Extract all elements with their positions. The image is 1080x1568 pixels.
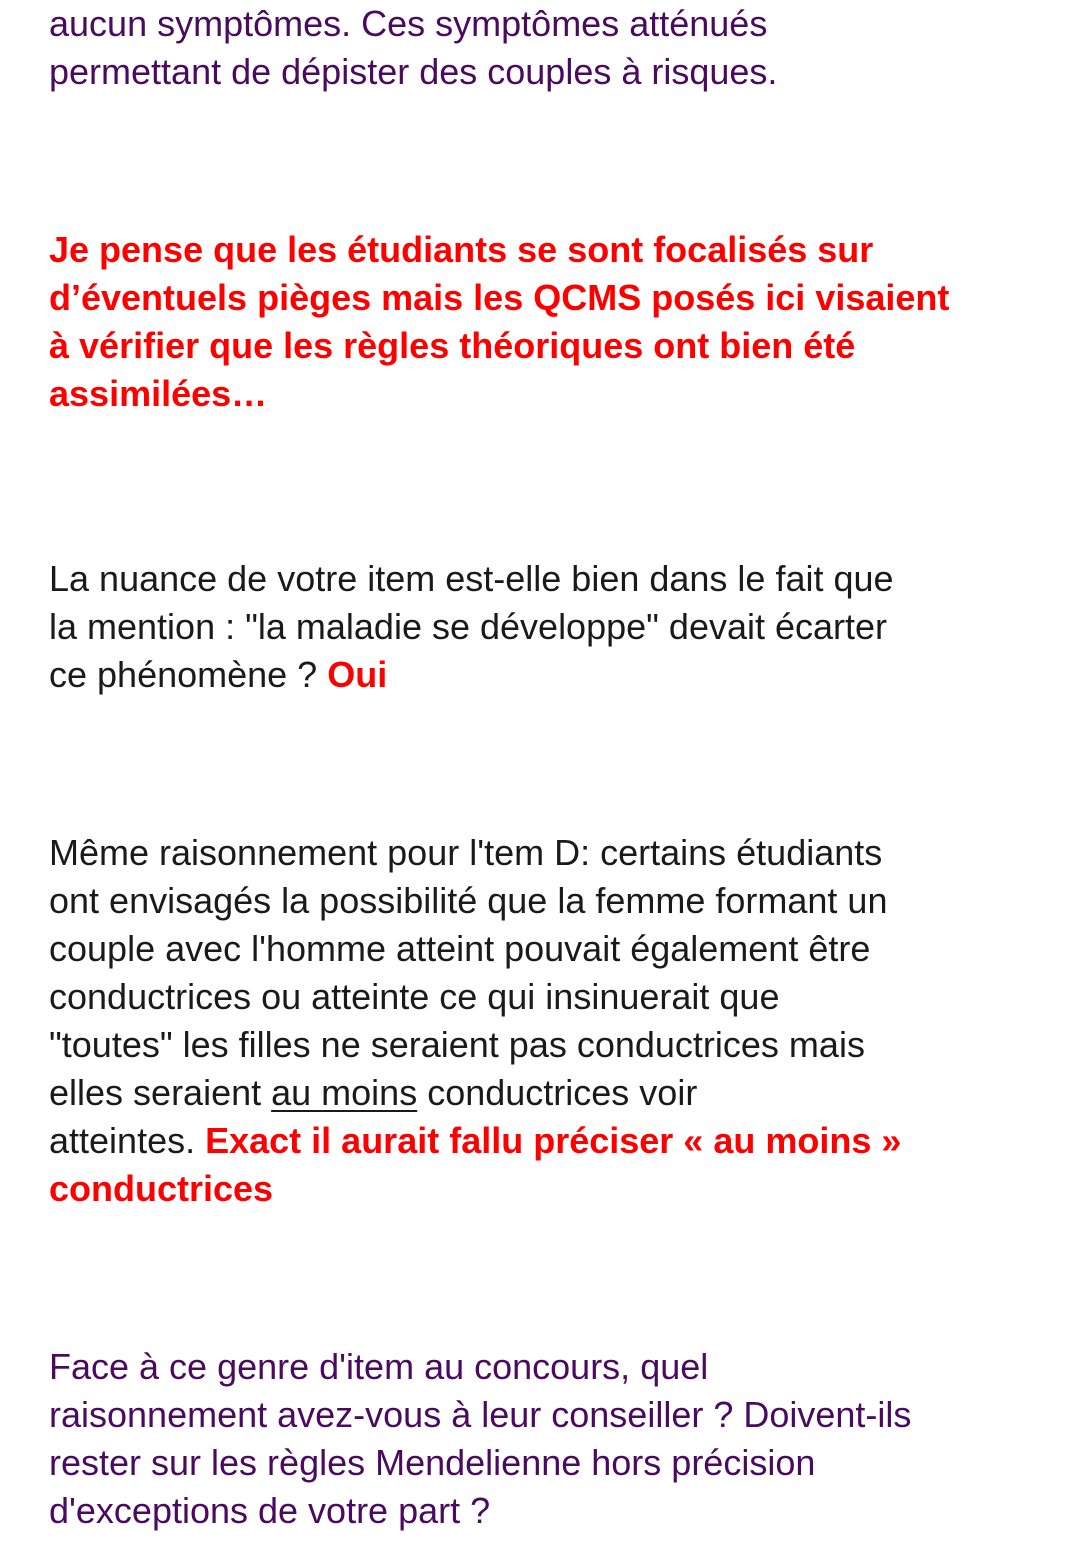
text-line: la mention : "la maladie se développe" devait écarter <box>49 606 888 647</box>
paragraph-symptoms <box>49 0 1049 96</box>
text-line: couple avec l'homme atteint pouvait également être <box>49 928 871 969</box>
text-line: ont envisagés la possibilité que la femme formant un <box>49 880 888 921</box>
text-line: rester sur les règles Mendelienne hors précision <box>49 1442 816 1483</box>
answer-exact: Exact il aurait fallu préciser « au moins » <box>205 1120 902 1161</box>
underlined-au-moins: au moins <box>271 1072 418 1113</box>
text-line: La nuance de votre item est-elle bien dans le fait que <box>49 558 894 599</box>
answer-paragraph-students <box>49 226 1049 418</box>
text-line: Face à ce genre d'item au concours, quel <box>49 1346 709 1387</box>
text-line: raisonnement avez-vous à leur conseiller ? Doivent-ils <box>49 1394 912 1435</box>
text-line: Je pense que les étudiants se sont focalisés sur <box>49 229 874 270</box>
answer-exact-continued: conductrices <box>49 1168 274 1209</box>
text-line: aucun symptômes. Ces symptômes atténués <box>49 3 768 44</box>
question-paragraph-advice <box>49 1343 1049 1535</box>
text-line: conductrices voir <box>417 1072 698 1113</box>
text-line: Même raisonnement pour l'tem D: certains étudiants <box>49 832 883 873</box>
text-line: ce phénomène ? <box>49 654 328 695</box>
text-line: "toutes" les filles ne seraient pas conductrices mais <box>49 1024 865 1065</box>
text-line: permettant de dépister des couples à risques. <box>49 51 778 92</box>
text-line: atteintes. <box>49 1120 206 1161</box>
question-paragraph-item-d <box>49 829 1049 1213</box>
text-line: conductrices ou atteinte ce qui insinuerait que <box>49 976 780 1017</box>
text-line: d'exceptions de votre part ? <box>49 1490 491 1531</box>
answer-oui: Oui <box>327 654 388 695</box>
text-line: elles seraient <box>49 1072 272 1113</box>
text-line: d’éventuels pièges mais les QCMS posés ici visaient <box>49 277 950 318</box>
text-line: à vérifier que les règles théoriques ont bien été <box>49 325 856 366</box>
text-line: assimilées… <box>49 373 268 414</box>
question-paragraph-nuance <box>49 555 1049 699</box>
